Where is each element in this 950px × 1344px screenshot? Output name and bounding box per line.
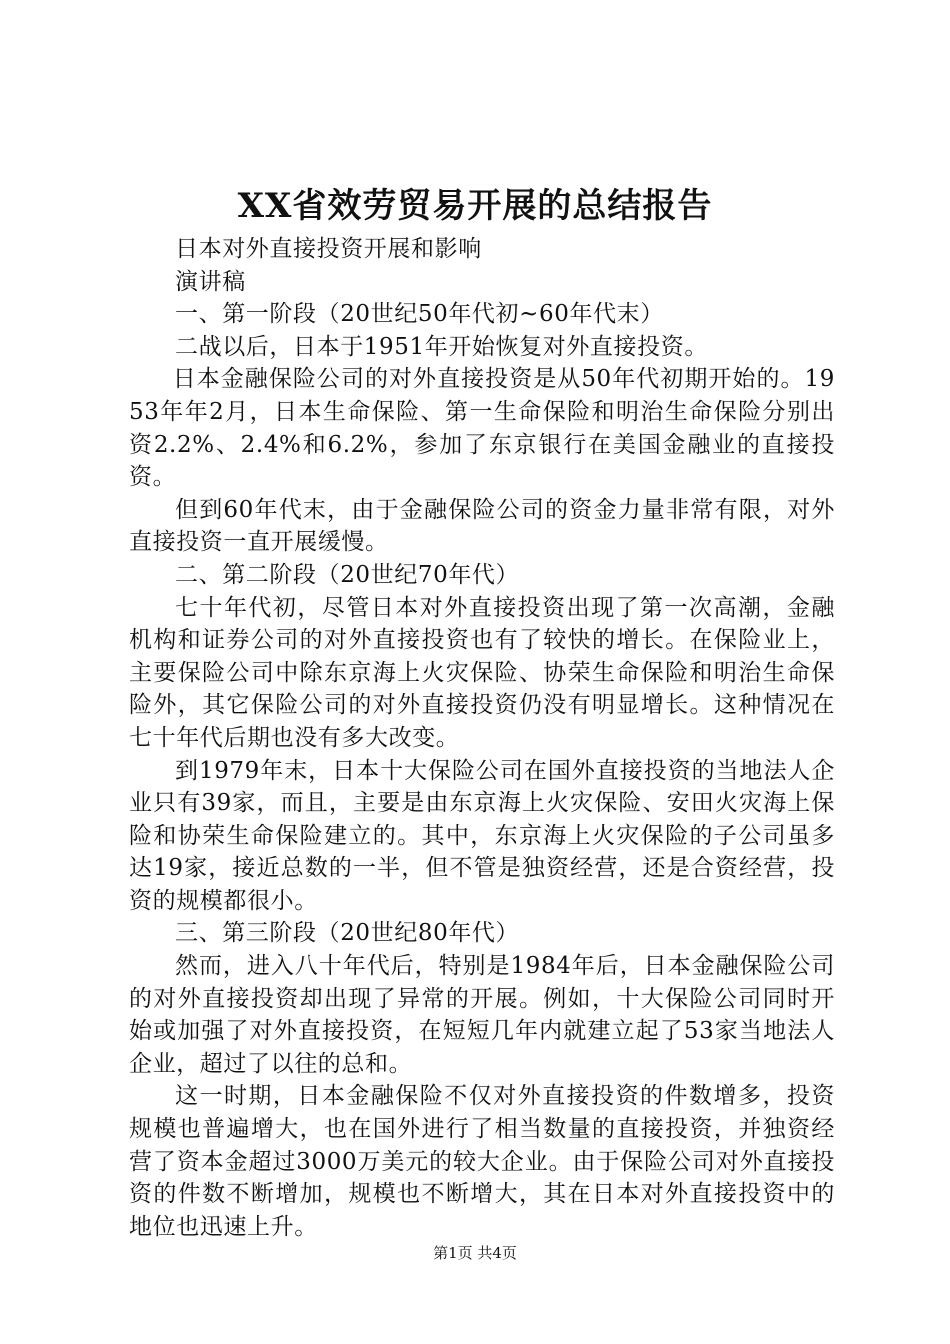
section-heading-1: 一、第一阶段（20世纪50年代初~60年代末）	[175, 301, 664, 328]
section-heading-2: 二、第二阶段（20世纪70年代）	[175, 561, 520, 588]
subtitle-line: 日本对外直接投资开展和影响	[175, 236, 482, 262]
section-heading-3: 三、第三阶段（20世纪80年代）	[175, 920, 520, 947]
paragraph: 日本金融保险公司的对外直接投资是从50年代初期开始的。1953年年2月，日本生命保险、第一生命保险和明治生命保险分别出资2.2%、2.4%和6.2%，参加了东京银行在美国金融业的直接投资。	[129, 366, 835, 491]
paragraph: 七十年代初，尽管日本对外直接投资出现了第一次高潮，金融机构和证券公司的对外直接投资也有了较快的增长。在保险业上，主要保险公司中除东京海上火灾保险、协荣生命保险和明治生命保险外，其它保险公司的对外直接投资仍没有明显增长。这种情况在七十年代后期也没有多大改变。	[129, 594, 835, 751]
paragraph: 二战以后，日本于1951年开始恢复对外直接投资。	[175, 333, 708, 360]
paragraph: 这一时期，日本金融保险不仅对外直接投资的件数增多，投资规模也普遍增大，也在国外进行了相当数量的直接投资，并独资经营了资本金超过3000万美元的较大企业。由于保险公司对外直接投资的件数不断增加，规模也不断增大，其在日本对外直接投资中的地位也迅速上升。	[129, 1083, 835, 1240]
paragraph: 但到60年代末，由于金融保险公司的资金力量非常有限，对外直接投资一直开展缓慢。	[129, 496, 835, 556]
paragraph: 然而，进入八十年代后，特别是1984年后，日本金融保险公司的对外直接投资却出现了异常的开展。例如，十大保险公司同时开始或加强了对外直接投资，在短短几年内就建立起了53家当地法人企业，超过了以往的总和。	[129, 953, 835, 1077]
document-body	[129, 233, 835, 1243]
document-title: XX省效劳贸易开展的总结报告	[237, 186, 713, 226]
speech-label: 演讲稿	[175, 268, 246, 295]
paragraph: 到1979年末，日本十大保险公司在国外直接投资的当地法人企业只有39家，而且，主要是由东京海上火灾保险、安田火灾海上保险和协荣生命保险建立的。其中，东京海上火灾保险的子公司虽多达19家，接近总数的一半，但不管是独资经营，还是合资经营，投资的规模都很小。	[129, 757, 835, 914]
page-footer: 第1页 共4页	[433, 1244, 517, 1262]
